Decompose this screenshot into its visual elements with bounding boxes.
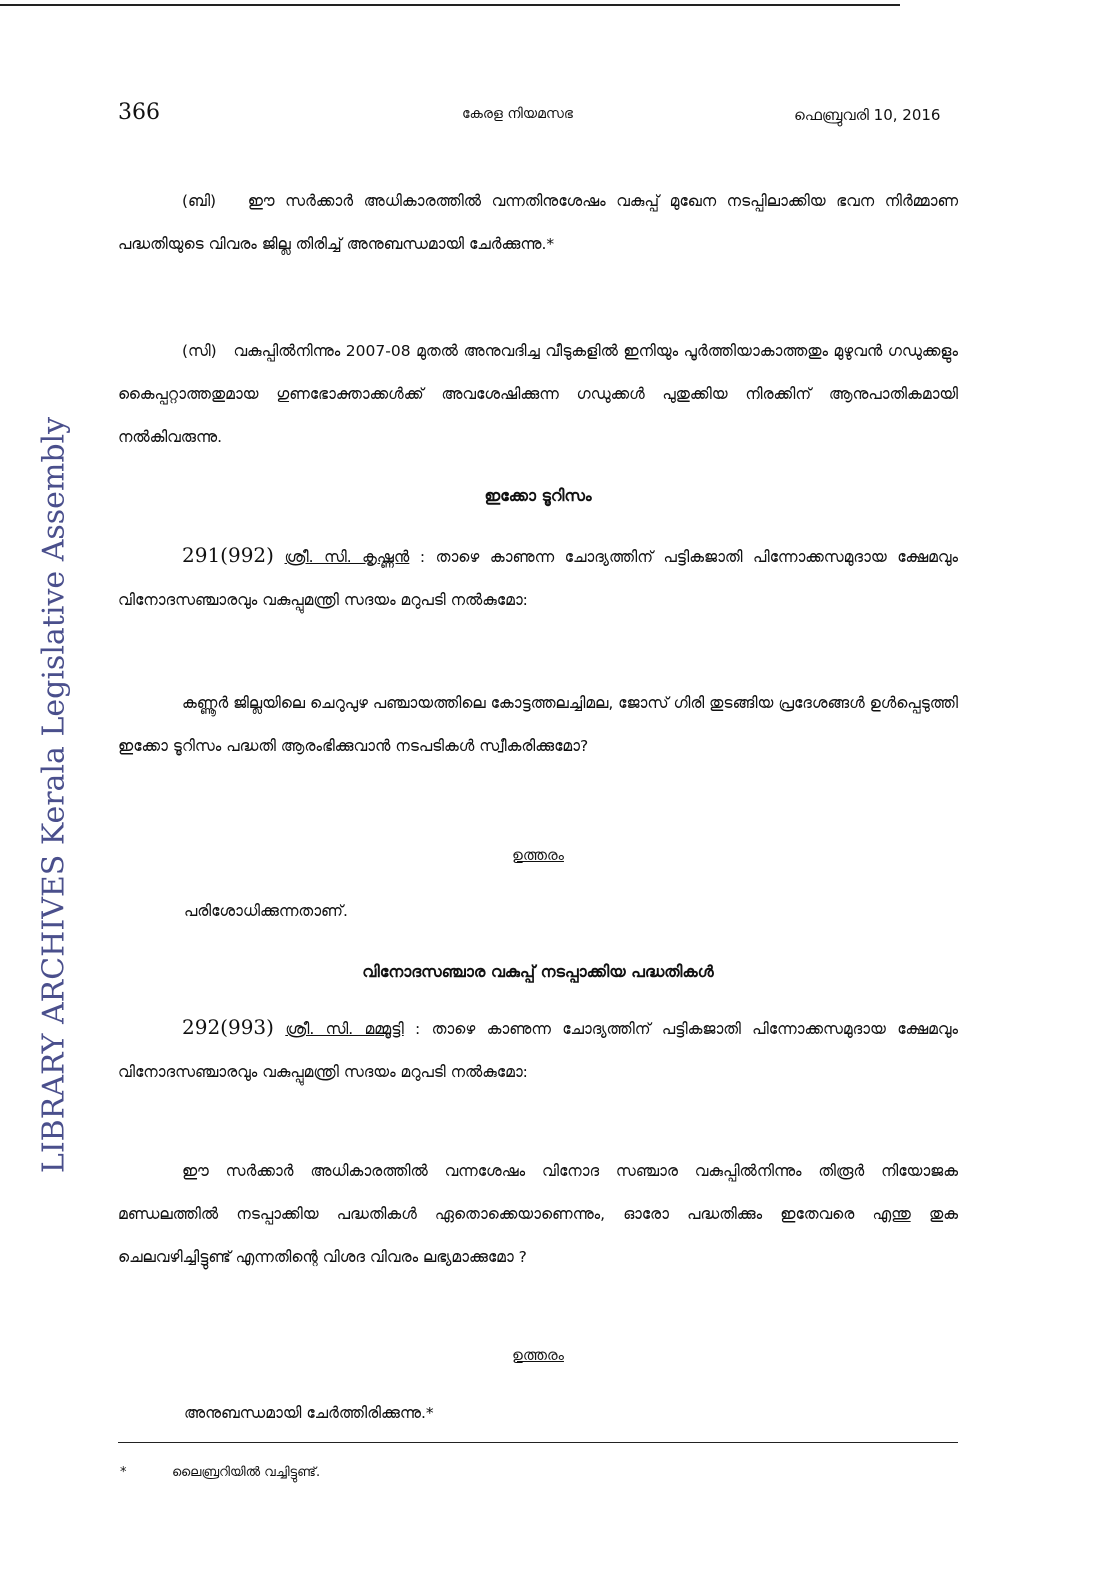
footnote — [120, 1465, 320, 1480]
question-292-text: ഈ സർക്കാർ അധികാരത്തിൽ വന്നശേഷം വിനോദ സഞ്ചാര വകുപ്പിൽനിന്നും തിരൂർ നിയോജക മണ്ഡലത്തിൽ നടപ്പാക്കിയ പദ്ധതികൾ ഏതൊക്കെയാണെന്നും, ഓരോ പദ്ധതിക്കും ഇതേവരെ എന്തു തുക ചെലവഴിച്ചിട്ടുണ്ട് എന്നതിന്റെ വിശദ വിവരം ലഭ്യമാക്കുമോ ? — [118, 1162, 958, 1266]
question-291 — [118, 534, 958, 622]
part-c-label: (സി) — [182, 342, 217, 360]
part-c-text: വകുപ്പിൽനിന്നും 2007-08 മുതൽ അനുവദിച്ച വീടുകളിൽ ഇനിയും പൂർത്തിയാകാത്തതും മുഴുവൻ ഗഡുക്കളും കൈപ്പറ്റാത്തതുമായ ഗുണഭോക്താക്കൾക്ക് അവശേഷിക്കുന്ന ഗഡുക്കൾ പുതുക്കിയ നിരക്കിന് ആനുപാതികമായി നൽകിവരുന്നു. — [118, 342, 958, 446]
answer-291: പരിശോധിക്കുന്നതാണ്. — [184, 902, 348, 920]
footnote-marker: * — [120, 1465, 127, 1480]
answer-heading-292: ഉത്തരം — [512, 1346, 564, 1364]
footnote-text: ലൈബ്രറിയിൽ വച്ചിട്ടുണ്ട്. — [172, 1465, 321, 1480]
question-291-text: കണ്ണൂർ ജില്ലയിലെ ചെറുപുഴ പഞ്ചായത്തിലെ കോട്ടത്തലച്ചിമല, ജോസ് ഗിരി തുടങ്ങിയ പ്രദേശങ്ങൾ ഉൾപ്പെടുത്തി ഇക്കോ ടൂറിസം പദ്ധതി ആരംഭിക്കുവാൻ നടപടികൾ സ്വീകരിക്കുമോ? — [118, 694, 958, 755]
section-heading-tourism-projects: വിനോദസഞ്ചാര വകുപ്പ് നടപ്പാക്കിയ പദ്ധതികൾ — [362, 962, 714, 981]
question-intro: : താഴെ കാണുന്ന ചോദ്യത്തിന് പട്ടികജാതി പിന്നോക്കസമുദായ ക്ഷേമവും വിനോദസഞ്ചാരവും വകുപ്പുമന്ത്രി സദയം മറുപടി നൽകുമോ: — [118, 1020, 958, 1081]
member-name: ശ്രീ. സി. മമ്മൂട്ടി — [285, 1020, 404, 1038]
answer-292: അനുബന്ധമായി ചേർത്തിരിക്കുന്നു.* — [184, 1404, 434, 1422]
answer-heading-291: ഉത്തരം — [512, 846, 564, 864]
footnote-divider — [118, 1442, 958, 1443]
part-b-label: (ബി) — [182, 192, 217, 210]
page-header — [0, 100, 1103, 132]
answer-part-c — [118, 330, 958, 459]
question-292 — [118, 1006, 958, 1094]
question-intro: : താഴെ കാണുന്ന ചോദ്യത്തിന് പട്ടികജാതി പിന്നോക്കസമുദായ ക്ഷേമവും വിനോദസഞ്ചാരവും വകുപ്പുമന്ത്രി സദയം മറുപടി നൽകുമോ: — [118, 548, 958, 609]
archive-watermark: LIBRARY ARCHIVES Kerala Legislative Assembly — [36, 416, 72, 1174]
top-border-rule — [0, 4, 900, 6]
answer-part-b — [118, 180, 958, 266]
part-b-text: ഈ സർക്കാർ അധികാരത്തിൽ വന്നതിനുശേഷം വകുപ്പ് മുഖേന നടപ്പിലാക്കിയ ഭവന നിർമ്മാണ പദ്ധതിയുടെ വിവരം ജില്ല തിരിച്ച് അനുബന്ധമായി ചേർക്കുന്നു.* — [118, 192, 959, 253]
question-number: 292(993) — [182, 1015, 274, 1039]
page-title: കേരള നിയമസഭ — [462, 106, 573, 122]
section-heading-eco-tourism: ഇക്കോ ടൂറിസം — [484, 486, 592, 505]
question-number: 291(992) — [182, 543, 274, 567]
page-number: 366 — [118, 100, 160, 125]
member-name: ശ്രീ. സി. കൃഷ്ണൻ — [284, 548, 410, 566]
page-date: ഫെബ്രുവരി 10, 2016 — [794, 106, 941, 124]
